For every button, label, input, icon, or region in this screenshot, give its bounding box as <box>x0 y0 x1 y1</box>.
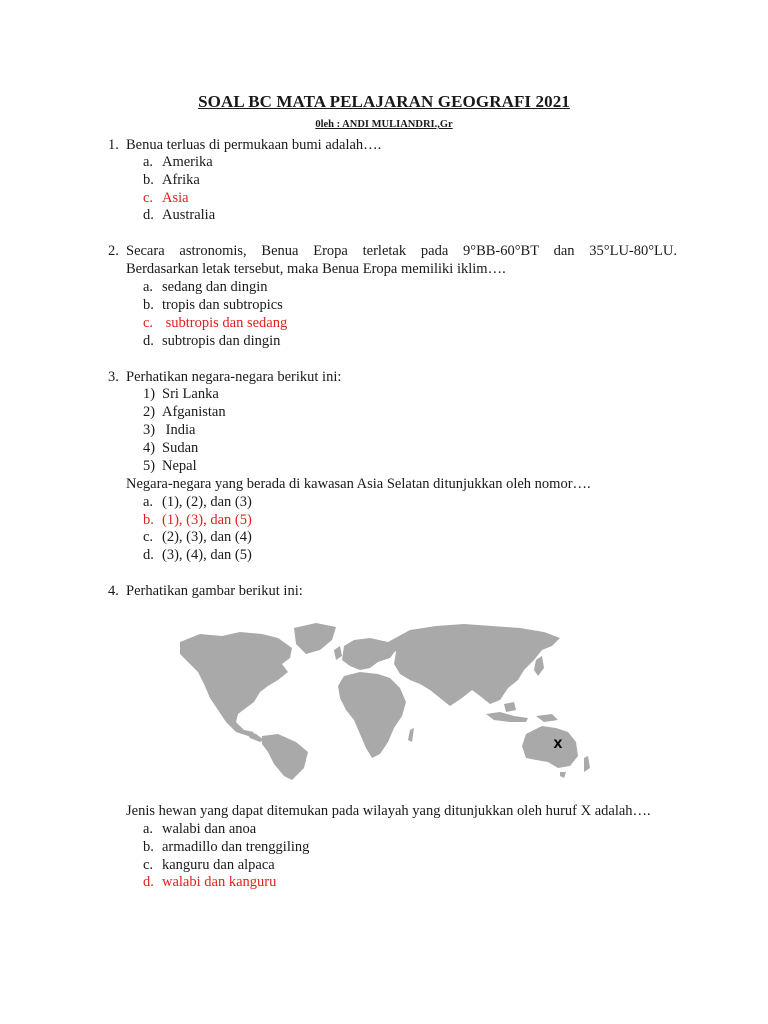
new-guinea-shape <box>536 714 558 722</box>
document-title: SOAL BC MATA PELAJARAN GEOGRAFI 2021 <box>198 92 570 111</box>
question-3-number: 3. <box>108 369 119 385</box>
question-4-number: 4. <box>108 583 119 599</box>
q4-option-a: walabi dan anoa <box>162 821 257 837</box>
britain-shape <box>334 646 342 660</box>
q3-list-3: India <box>162 422 196 438</box>
borneo-shape <box>504 702 516 712</box>
new-zealand-shape <box>584 756 590 772</box>
q2-option-b: tropis dan subtropics <box>162 297 283 313</box>
q1-option-a-letter: a. <box>143 154 154 170</box>
q1-option-b-letter: b. <box>143 172 154 188</box>
q2-option-c-answer: subtropis dan sedang <box>162 315 288 331</box>
question-2-text-line2: Berdasarkan letak tersebut, maka Benua Eropa memiliki iklim…. <box>126 261 506 277</box>
q2-option-c-letter: c. <box>143 315 154 331</box>
indonesia-shape <box>486 712 528 722</box>
tasmania-shape <box>560 772 566 778</box>
q3-list-1-number: 1) <box>143 386 156 402</box>
europe-shape <box>342 638 396 670</box>
q4-option-c-letter: c. <box>143 857 154 873</box>
q1-option-c-answer: Asia <box>162 190 189 206</box>
q3-list-4-number: 4) <box>143 440 156 456</box>
question-3-text: Perhatikan negara-negara berikut ini: <box>126 369 342 385</box>
document-author: 0leh : ANDI MULIANDRI.,Gr <box>315 119 453 130</box>
q1-option-d: Australia <box>162 207 216 223</box>
q3-list-4: Sudan <box>162 440 199 456</box>
question-2-number: 2. <box>108 243 119 259</box>
q4-option-b: armadillo dan trenggiling <box>162 839 310 855</box>
north-america-shape <box>180 632 292 736</box>
q4-option-d-letter: d. <box>143 874 154 890</box>
central-america-shape <box>244 730 264 742</box>
map-landmass <box>180 623 590 780</box>
question-3-prompt: Negara-negara yang berada di kawasan Asia Selatan ditunjukkan oleh nomor…. <box>126 476 591 492</box>
q3-list-5: Nepal <box>162 458 197 474</box>
q4-option-d-answer: walabi dan kanguru <box>162 874 277 890</box>
q2-option-d-letter: d. <box>143 333 154 349</box>
question-1-text: Benua terluas di permukaan bumi adalah…. <box>126 137 382 153</box>
world-map <box>174 618 594 780</box>
q3-option-b-answer: (1), (3), dan (5) <box>162 512 252 528</box>
madagascar-shape <box>408 728 414 742</box>
q3-option-c-letter: c. <box>143 529 154 545</box>
question-4-text: Perhatikan gambar berikut ini: <box>126 583 303 599</box>
q2-option-a: sedang dan dingin <box>162 279 268 295</box>
q2-option-b-letter: b. <box>143 297 154 313</box>
map-marker-x: x <box>553 735 563 752</box>
japan-shape <box>534 656 544 676</box>
question-2-text-line1: Secara astronomis, Benua Eropa terletak pada 9°BB-60°BT dan 35°LU-80°LU. <box>126 243 677 259</box>
q4-option-c: kanguru dan alpaca <box>162 857 275 873</box>
q3-list-3-number: 3) <box>143 422 156 438</box>
q1-option-d-letter: d. <box>143 207 154 223</box>
q3-option-b-letter: b. <box>143 512 154 528</box>
question-4-prompt: Jenis hewan yang dapat ditemukan pada wilayah yang ditunjukkan oleh huruf X adalah…. <box>126 803 651 819</box>
q3-option-a-letter: a. <box>143 494 154 510</box>
africa-shape <box>338 672 406 758</box>
q3-option-c: (2), (3), dan (4) <box>162 529 252 545</box>
q2-option-a-letter: a. <box>143 279 154 295</box>
q3-list-5-number: 5) <box>143 458 156 474</box>
q1-option-b: Afrika <box>162 172 200 188</box>
australia-shape <box>522 726 578 768</box>
south-america-shape <box>262 734 308 780</box>
q2-option-d: subtropis dan dingin <box>162 333 281 349</box>
q4-option-b-letter: b. <box>143 839 154 855</box>
q3-option-a: (1), (2), dan (3) <box>162 494 252 510</box>
q3-option-d-letter: d. <box>143 547 154 563</box>
q4-option-a-letter: a. <box>143 821 154 837</box>
q3-list-1: Sri Lanka <box>162 386 219 402</box>
question-1-number: 1. <box>108 137 119 153</box>
q3-list-2: Afganistan <box>162 404 226 420</box>
asia-shape <box>388 624 560 706</box>
q3-list-2-number: 2) <box>143 404 156 420</box>
q1-option-a: Amerika <box>162 154 213 170</box>
greenland-shape <box>294 623 336 654</box>
q3-option-d: (3), (4), dan (5) <box>162 547 252 563</box>
q1-option-c-letter: c. <box>143 190 154 206</box>
